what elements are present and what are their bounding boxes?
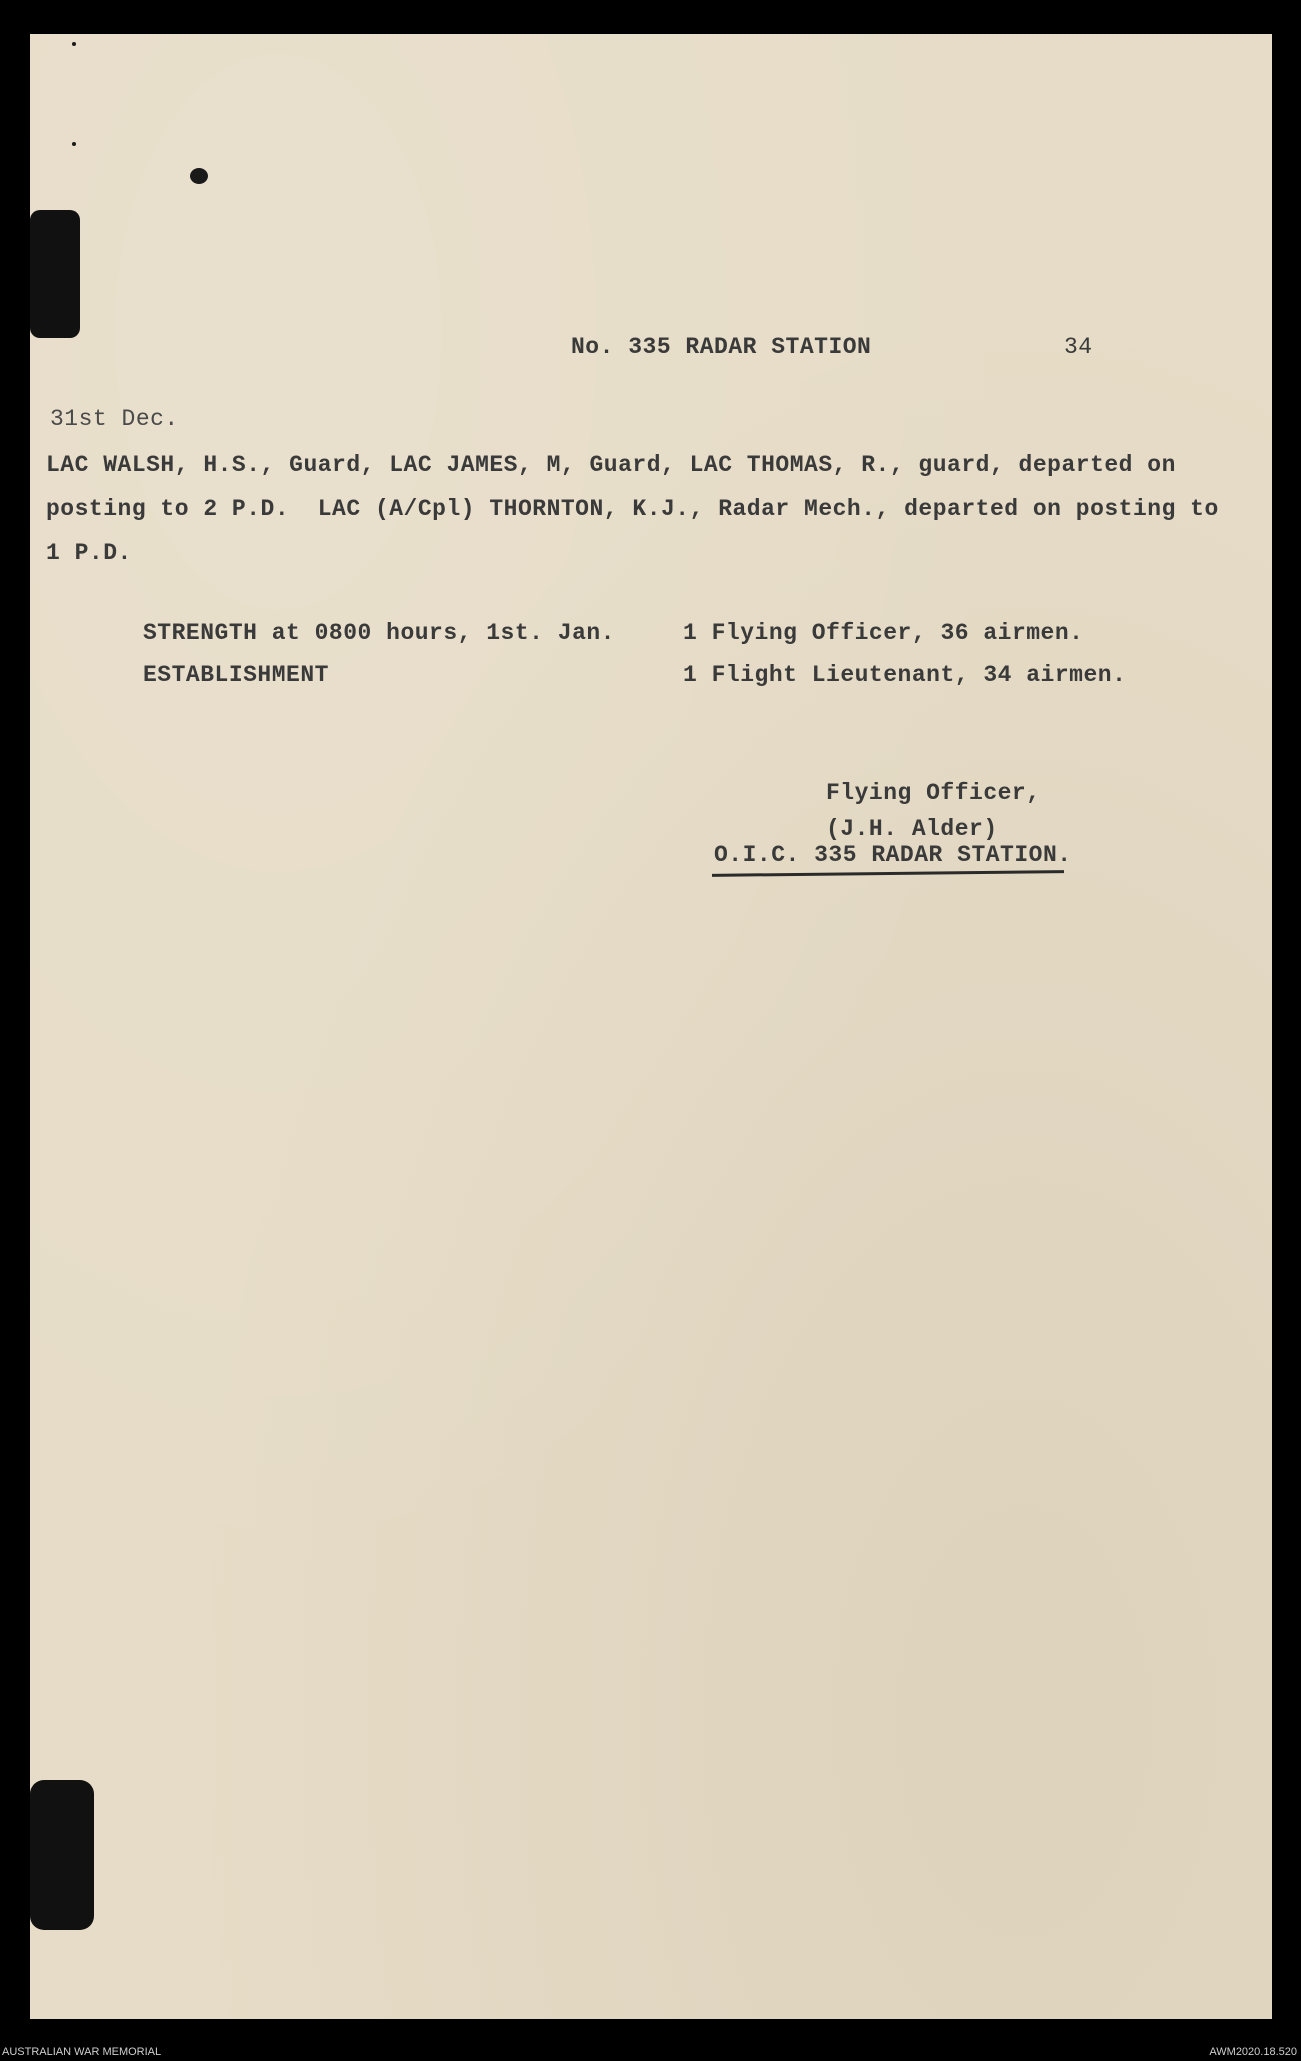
ink-speck <box>190 168 208 184</box>
punch-hole-top <box>30 210 80 338</box>
footer-institution: AUSTRALIAN WAR MEMORIAL <box>2 2046 162 2058</box>
strength-label: STRENGTH at 0800 hours, 1st. Jan. <box>143 620 615 646</box>
strength-value: 1 Flying Officer, 36 airmen. <box>683 620 1084 646</box>
signatory-title: O.I.C. 335 RADAR STATION. <box>714 842 1072 868</box>
station-heading: No. 335 RADAR STATION <box>571 334 872 360</box>
punch-hole-bottom <box>30 1780 94 1930</box>
entry-line: posting to 2 P.D. LAC (A/Cpl) THORNTON, K.J., Radar Mech., departed on posting to <box>46 496 1219 522</box>
entry-date: 31st Dec. <box>50 406 179 432</box>
entry-line: 1 P.D. <box>46 540 132 566</box>
signatory-name: (J.H. Alder) <box>826 816 998 842</box>
establishment-label: ESTABLISHMENT <box>143 662 329 688</box>
ink-speck <box>72 42 76 46</box>
signatory-rank: Flying Officer, <box>826 780 1041 806</box>
establishment-value: 1 Flight Lieutenant, 34 airmen. <box>683 662 1127 688</box>
ink-speck <box>72 142 76 146</box>
page-number: 34 <box>1064 334 1093 360</box>
footer-reference: AWM2020.18.520 <box>1209 2046 1297 2058</box>
entry-line: LAC WALSH, H.S., Guard, LAC JAMES, M, Guard, LAC THOMAS, R., guard, departed on <box>46 452 1176 478</box>
document-page <box>30 34 1272 2019</box>
